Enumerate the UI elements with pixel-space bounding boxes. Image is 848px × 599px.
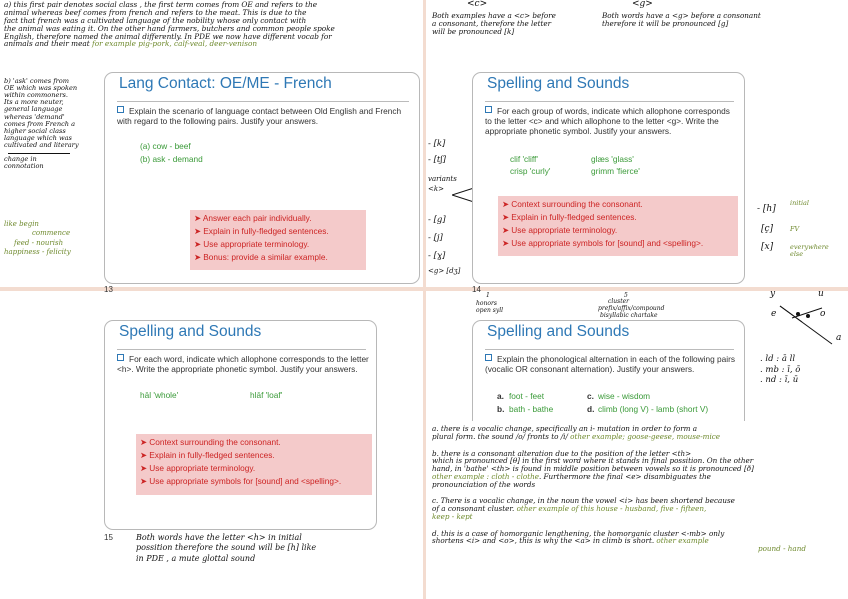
answer-b-line: pronounciation of the words (432, 479, 536, 489)
hint-item: ➤ Explain in fully-fledged sentences. (194, 225, 366, 238)
answers-block (432, 425, 846, 553)
hint-item: ➤ Use appropriate terminology. (140, 462, 372, 475)
hint-item: ➤ Bonus: provide a similar example. (194, 251, 366, 264)
hint-item: ➤ Use appropriate terminology. (194, 238, 366, 251)
slide-bullet: For each word, indicate which allophone corresponds to the letter <h>. Write the appropriate phonetic symbol. Justify your answers. (117, 354, 369, 375)
horizontal-divider (0, 287, 848, 291)
page-number: 13 (104, 285, 113, 294)
slide-bullet: For each group of words, indicate which allophone corresponds to the letter <c> and which allophone to the letter <g>. Write the appropriate phonetic symbol. Justify your answers. (485, 106, 730, 137)
note-line: fact that french was a cultivated language of the nobility whose only contact with (4, 15, 307, 25)
note-line: happiness - felicity (4, 248, 71, 257)
note-line: therefore it will be pronounced [g] (602, 18, 729, 28)
left-margin-green-notes (4, 220, 104, 258)
note-line: cultivated and literary (4, 140, 79, 149)
hints-box (136, 434, 372, 495)
bullet-square-icon (117, 354, 124, 361)
note-line: higher social class (4, 126, 66, 135)
bullet-square-icon (485, 354, 492, 361)
slide-bullet: Explain the phonological alternation in each of the following pairs (vocalic OR consonant alternation). Justify your answers. (485, 354, 736, 375)
note-line: a consonant, therefore the letter (432, 18, 552, 28)
g-explanation (602, 12, 842, 28)
hint-item: ➤ Context surrounding the consonant. (502, 198, 738, 211)
note-line: <k> (428, 185, 444, 193)
note-line: variants (428, 175, 457, 183)
slide-16 (472, 320, 745, 421)
note-line: Both examples have a <c> before (432, 11, 556, 20)
word-item: crisp 'curly' (510, 166, 551, 176)
hint-item: ➤ Use appropriate symbols for [sound] and <spelling>. (502, 237, 738, 250)
slide-title: Lang Contact: OE/ME - French (119, 75, 332, 92)
note-line: will be pronounced [k] (432, 26, 515, 36)
hints-box (498, 196, 738, 256)
word-item: clif 'cliff' (510, 154, 538, 164)
word-item: grimm 'fierce' (591, 166, 640, 176)
note-line: within commoners. (4, 91, 69, 100)
note-line: a) this first pair denotes social class , the first term comes from OE and refers to the (4, 0, 318, 9)
note-line: - [j] (428, 233, 443, 243)
diagram-letter: y (770, 289, 776, 299)
hint-item: ➤ Use appropriate symbols for [sound] and <spelling>. (140, 475, 372, 488)
note-line: cluster (608, 298, 630, 305)
note-line: everywhere else (790, 243, 829, 259)
note-line: animals and their meat for example pig-pork, calf-veal, deer-venison (4, 39, 258, 49)
note-line: bisyllabic chartake (600, 312, 658, 319)
pair-letter: b. (497, 404, 505, 414)
note-line: general language (4, 105, 63, 114)
note-line: 1 (486, 292, 490, 299)
diagram-dot (796, 312, 800, 316)
diagram-letter: e (771, 309, 777, 319)
pair-letter: c. (587, 391, 594, 401)
c-explanation (432, 12, 602, 35)
left-margin-notes (4, 78, 104, 170)
bullet-square-icon (485, 106, 492, 113)
answer-b-line: b. there is a consonant alteration due to the position of the letter <th> (432, 448, 692, 458)
note-line: - [k] (428, 139, 446, 149)
note-line: language which was (4, 133, 72, 142)
note-line: English, therefore named the animal differently. In PDE we now have different vocab for (4, 31, 332, 41)
title-rule (485, 101, 734, 102)
top-left-notes (4, 1, 422, 48)
note-line: FV (790, 225, 800, 233)
pair-item: (a) cow - beef (140, 141, 191, 151)
note-line: . ld : ā ll (760, 354, 796, 364)
g-symbol: <g> (632, 0, 653, 9)
note-line: . nd : ī, ū (760, 375, 799, 386)
slide15-answer (136, 533, 421, 564)
pair-letter: d. (587, 404, 595, 414)
answer-b-line: which is pronounced [θ] in the first word where it stands in final possition. On the other (432, 456, 754, 466)
pair-item: wise - wisdom (598, 391, 651, 401)
underline (8, 153, 70, 154)
hint-item: ➤ Answer each pair individually. (194, 212, 366, 225)
note-line: feed - nourish (14, 238, 64, 247)
title-rule (117, 101, 409, 102)
answer-c-line: keep - kept (432, 511, 473, 521)
page-number: 14 (472, 285, 481, 294)
answer-a-line: a. there is a vocalic change, specifically an i- mutation in order to form a (432, 424, 698, 433)
note-line: honors (476, 300, 497, 307)
note-line: initial (790, 199, 809, 207)
word-item: glæs 'glass' (591, 154, 634, 164)
word-item: hlāf 'loaf' (250, 390, 283, 400)
pair-letter: a. (497, 391, 504, 401)
note-line: - [h] (757, 204, 776, 214)
hint-item: ➤ Context surrounding the consonant. (140, 436, 372, 449)
note-line: - [ɣ] (428, 251, 446, 261)
word-item: hāl 'whole' (140, 390, 179, 400)
note-line: change in (4, 155, 37, 164)
answer-c-line: c. There is a vocalic change, in the noun the vowel <i> has been shortend because (432, 496, 735, 506)
pair-item: climb (long V) - lamb (short V) (598, 404, 709, 414)
slide-title: Spelling and Sounds (119, 323, 262, 340)
vertical-divider (423, 0, 426, 599)
hint-item: ➤ Explain in fully-fledged sentences. (502, 211, 738, 224)
note-line: OE which was spoken (4, 84, 78, 93)
note-line: Both words have the letter <h> in initial (136, 533, 302, 542)
slide-13 (104, 72, 420, 284)
note-line: commence (32, 229, 71, 238)
note-line: <g> [dʒ] (428, 267, 461, 275)
note-line: connotation (4, 162, 44, 171)
pair-item: foot - feet (509, 391, 545, 401)
slide-bullet: Explain the scenario of language contact between Old English and French with regard to the following pairs. Justify your answers. (117, 106, 402, 127)
note-line: b) 'ask' comes from (4, 77, 70, 85)
note-line: [x] (761, 242, 774, 252)
answer-b-line: other example : cloth - clothe. Furthermore the final <e> disambiguates the (432, 471, 711, 481)
slide-title: Spelling and Sounds (487, 75, 630, 92)
page-number: 15 (104, 533, 113, 542)
diagram-dot (806, 314, 810, 318)
vowel-diagram (762, 289, 846, 350)
note-line: - [tʃ] (428, 155, 446, 165)
slide-title: Spelling and Sounds (487, 323, 630, 340)
note-line: Both words have a <g> before a consonant (602, 11, 761, 20)
cluster-notes (760, 354, 846, 386)
pair-item: (b) ask - demand (140, 154, 203, 164)
hint-item: ➤ Explain in fully-fledged sentences. (140, 449, 372, 462)
note-line: . mb : ī, ō (760, 364, 801, 375)
note-line: comes from French a (4, 119, 76, 128)
diagram-letter: a (836, 333, 842, 343)
answer-d-line: shortens <i> and <o>, this is why the <a> in climb is short. other example (432, 536, 709, 546)
note-line: the animal was eating it. On the other hand farmers, butchers and common people spoke (4, 23, 335, 33)
note-line: open syll (476, 307, 504, 314)
note-line: [ç] (761, 224, 774, 234)
answer-c-line: of a consonant cluster. other example of this house - husband, five - fifteen, (432, 504, 707, 514)
slide-14 (472, 72, 745, 284)
note-line: whereas 'demand' (4, 112, 65, 121)
slide-15 (104, 320, 377, 530)
note-line: animal whereas beef comes from french and refers to the meat. This is due to the (4, 7, 307, 17)
hints-box (190, 210, 366, 270)
note-line: Its a more neuter, (4, 98, 64, 107)
c-symbol: <c> (467, 0, 488, 9)
answer-b-line: hand, in 'bathe' <th> is found in middle position between vowels so it is pronounced [ð] (432, 464, 754, 474)
answer-d-line: pound - hand (758, 544, 806, 554)
note-line: like begin (4, 220, 39, 228)
bullet-square-icon (117, 106, 124, 113)
answer-d-line: d. this is a case of homorganic lengthening, the homorganic cluster <-mb> only (432, 528, 725, 538)
diagram-letter: u (818, 289, 824, 299)
answer-a-line: plural form. the sound /o/ fronts to /i/ other example; goose-geese, mouse-mice (432, 431, 721, 441)
pair-item: bath - bathe (509, 404, 554, 414)
diagram-letter: o (820, 309, 826, 319)
title-rule (485, 349, 734, 350)
note-line: - [g] (428, 215, 446, 225)
note-line: in PDE , a mute glottal sound (136, 553, 256, 563)
title-rule (117, 349, 366, 350)
note-line: possition therefore the sound will be [h] like (136, 543, 317, 553)
hint-item: ➤ Use appropriate terminology. (502, 224, 738, 237)
note-line: 5 (624, 292, 628, 299)
note-line: prefix/affix/compound (598, 305, 665, 312)
